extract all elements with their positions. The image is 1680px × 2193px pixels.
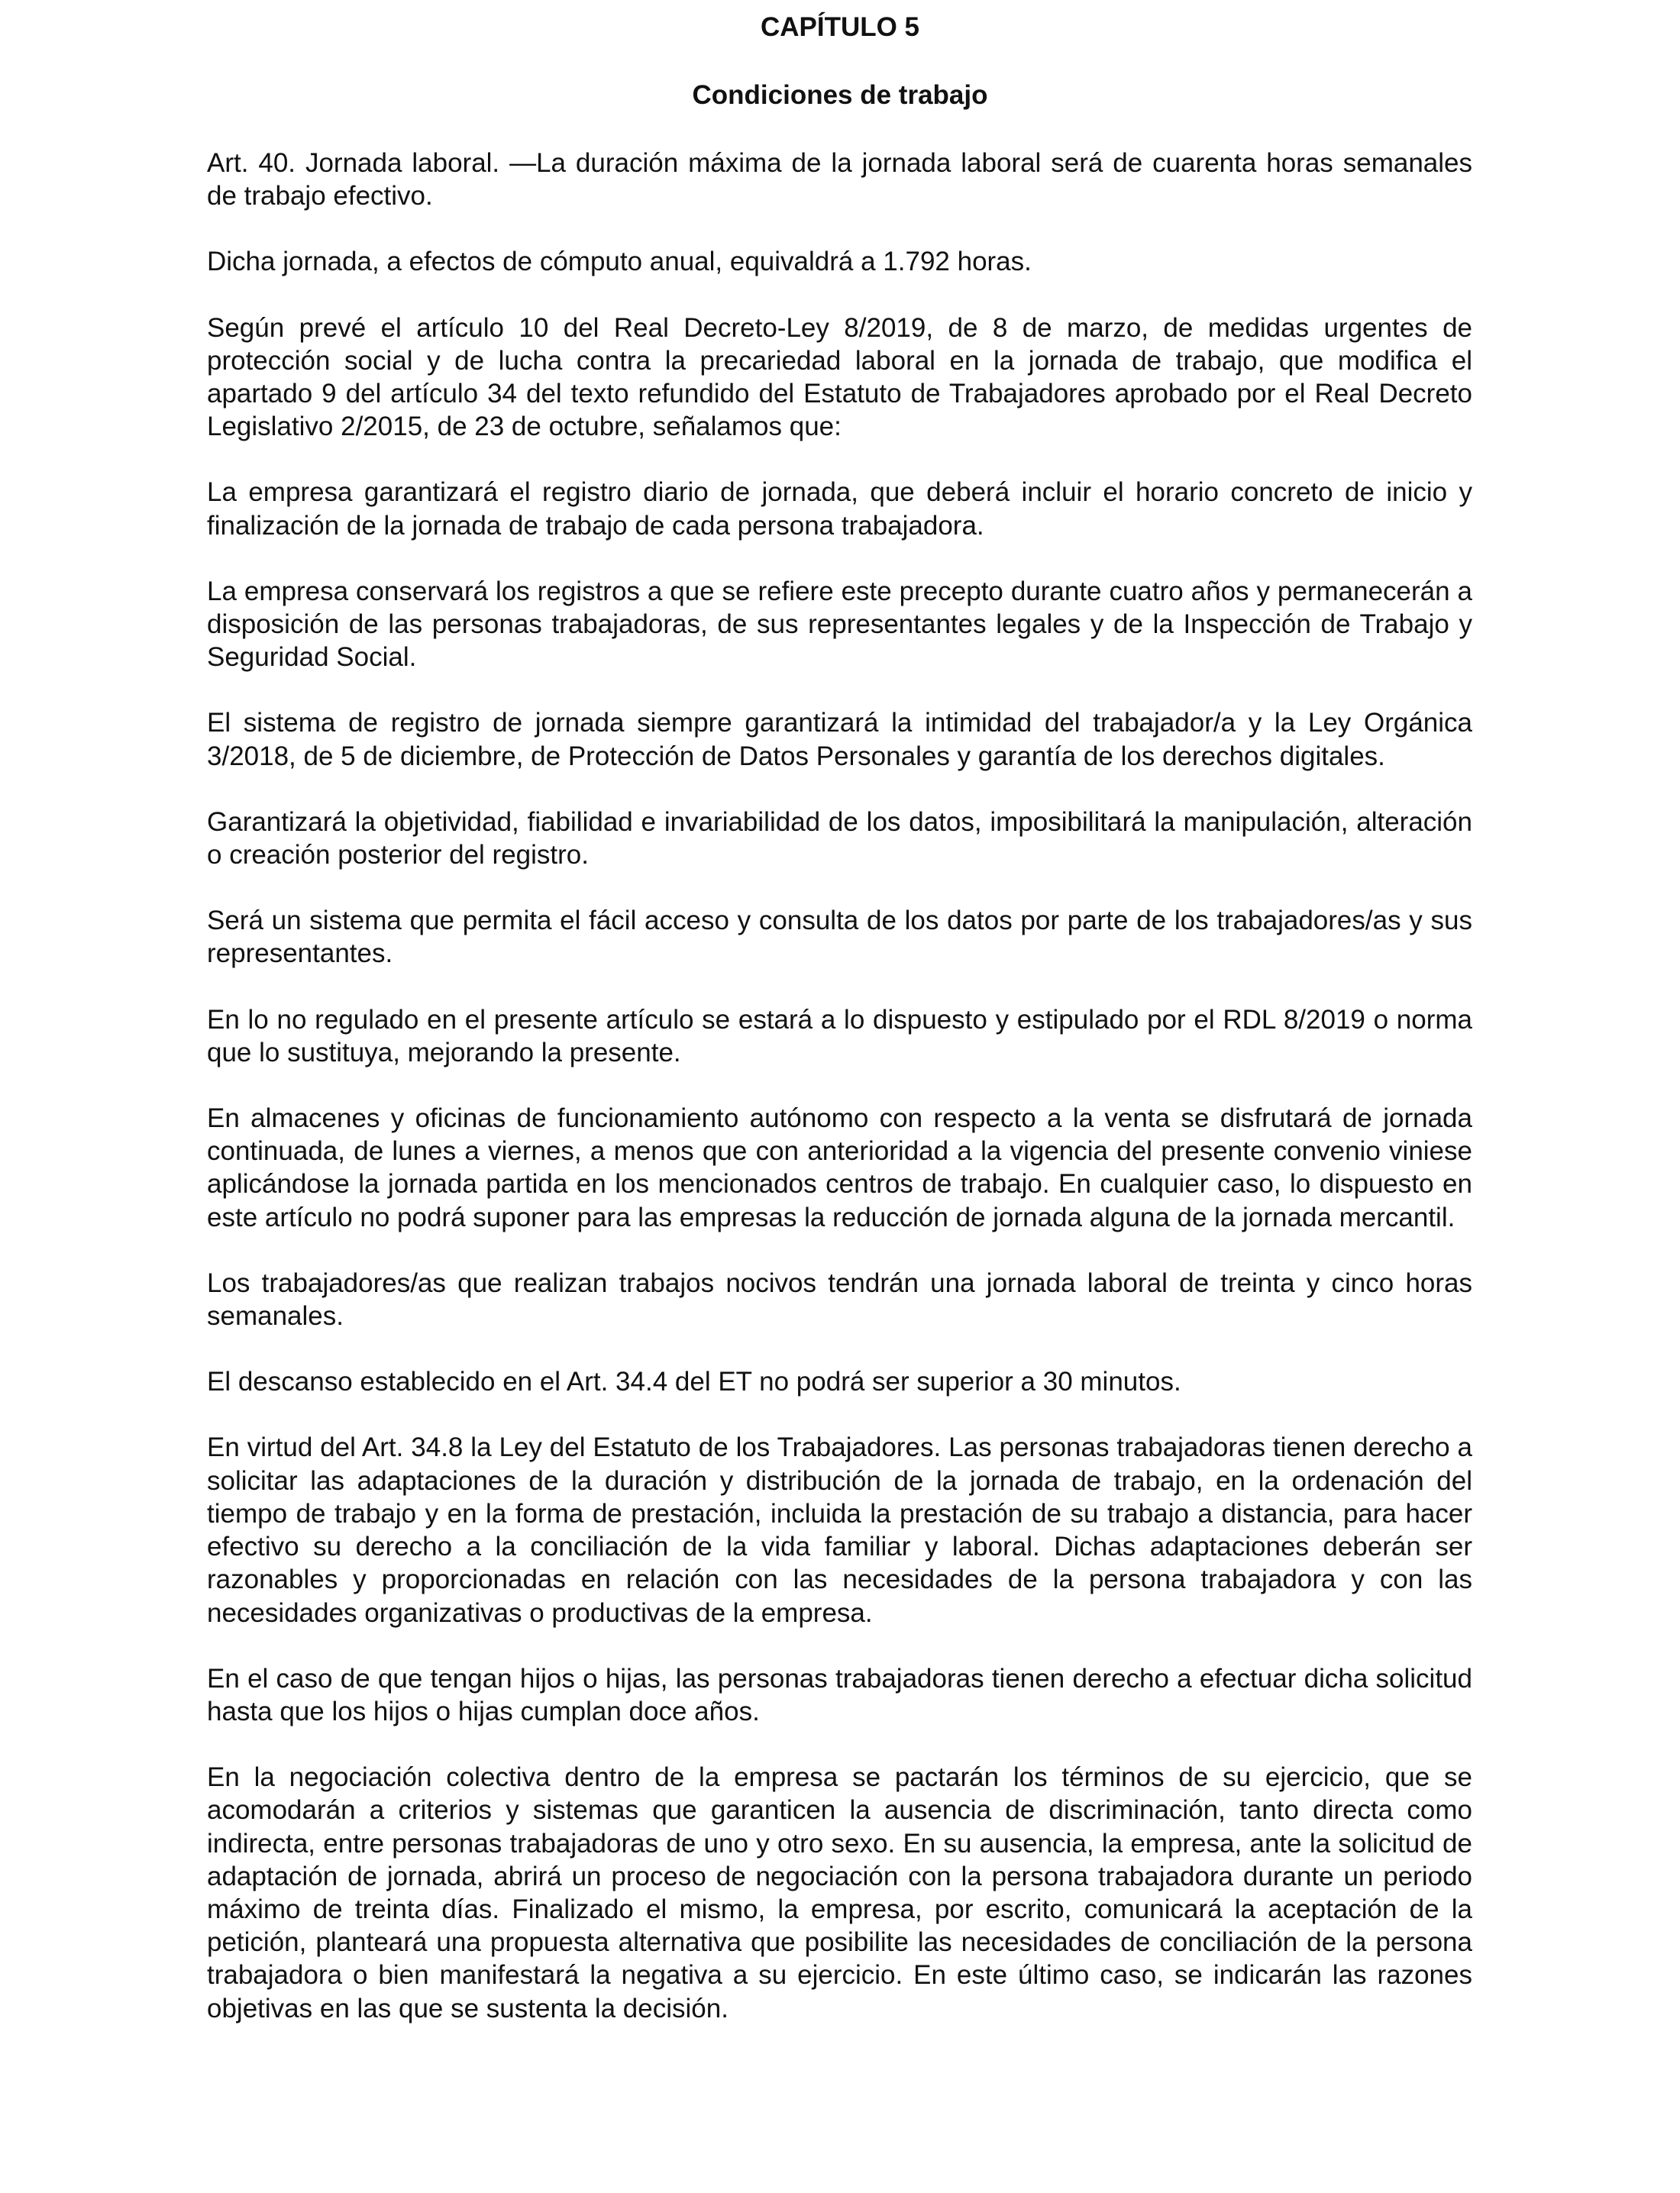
paragraph-computo-anual: Dicha jornada, a efectos de cómputo anual, equivaldrá a 1.792 horas. <box>207 247 1032 277</box>
paragraph-real-decreto: Según prevé el artículo 10 del Real Decreto-Ley 8/2019, de 8 de marzo, de medidas urgentes de protección social y de lucha contra la precariedad laboral en la jornada de trabajo, que modifica el apartado 9 del artículo 34 del texto refundido del Estatuto de Trabajadores aprobado por el Real Decreto Legislativo 2/2015, de 23 de octubre, señalamos que: <box>207 312 1472 442</box>
chapter-title: CAPÍTULO 5 <box>760 12 920 42</box>
paragraph-intimidad: El sistema de registro de jornada siempre garantizará la intimidad del trabajador/a y la Ley Orgánica 3/2018, de 5 de diciembre, de Protección de Datos Personales y garantía de los derechos digitales. <box>207 708 1472 771</box>
paragraph-hijos-hijas: En el caso de que tengan hijos o hijas, las personas trabajadoras tienen derecho a efectuar dicha solicitud hasta que los hijos o hijas cumplan doce años. <box>207 1663 1472 1726</box>
paragraph-descanso: El descanso establecido en el Art. 34.4 del ET no podrá ser superior a 30 minutos. <box>207 1367 1181 1397</box>
section-title: Condiciones de trabajo <box>692 80 988 110</box>
paragraph-no-regulado: En lo no regulado en el presente artículo se estará a lo dispuesto y estipulado por el RDL 8/2019 o norma que lo sustituya, mejorando la presente. <box>207 1004 1472 1067</box>
document-body <box>207 147 1472 2058</box>
paragraph-art-34-8: En virtud del Art. 34.8 la Ley del Estatuto de los Trabajadores. Las personas trabajadoras tienen derecho a solicitar las adaptaciones de la duración y distribución de la jornada de trabajo, en la ordenación del tiempo de trabajo y en la forma de prestación, incluida la prestación de su trabajo a distancia, para hacer efectivo su derecho a la conciliación de la vida familiar y laboral. Dichas adaptaciones deberán ser razonables y proporcionadas en relación con las necesidades de la persona trabajadora y con las necesidades organizativas o productivas de la empresa. <box>207 1432 1472 1628</box>
paragraph-negociacion-colectiva: En la negociación colectiva dentro de la empresa se pactarán los términos de su ejercicio, que se acomodarán a criterios y sistemas que garanticen la ausencia de discriminación, tanto directa como indirecta, entre personas trabajadoras de uno y otro sexo. En su ausencia, la empresa, ante la solicitud de adaptación de jornada, abrirá un proceso de negociación con la persona trabajadora durante un periodo máximo de treinta días. Finalizado el mismo, la empresa, por escrito, comunicará la aceptación de la petición, planteará una propuesta alternativa que posibilite las necesidades de conciliación de la persona trabajadora o bien manifestará la negativa a su ejercicio. En este último caso, se indicarán las razones objetivas en las que se sustenta la decisión. <box>207 1762 1472 2023</box>
paragraph-art-40-jornada: Art. 40. Jornada laboral. —La duración máxima de la jornada laboral será de cuarenta horas semanales de trabajo efectivo. <box>207 148 1472 212</box>
paragraph-objetividad: Garantizará la objetividad, fiabilidad e invariabilidad de los datos, imposibilitará la manipulación, alteración o creación posterior del registro. <box>207 806 1472 870</box>
paragraph-acceso-consulta: Será un sistema que permita el fácil acceso y consulta de los datos por parte de los trabajadores/as y sus representantes. <box>207 906 1472 969</box>
paragraph-almacenes-oficinas: En almacenes y oficinas de funcionamiento autónomo con respecto a la venta se disfrutará de jornada continuada, de lunes a viernes, a menos que con anterioridad a la vigencia del presente convenio viniese aplicándose la jornada partida en los mencionados centros de trabajo. En cualquier caso, lo dispuesto en este artículo no podrá suponer para las empresas la reducción de jornada alguna de la jornada mercantil. <box>207 1103 1472 1232</box>
paragraph-conservacion-registros: La empresa conservará los registros a que se refiere este precepto durante cuatro años y permanecerán a disposición de las personas trabajadoras, de sus representantes legales y de la Inspección de Trabajo y Seguridad Social. <box>207 576 1472 673</box>
paragraph-registro-diario: La empresa garantizará el registro diario de jornada, que deberá incluir el horario concreto de inicio y finalización de la jornada de trabajo de cada persona trabajadora. <box>207 477 1472 541</box>
paragraph-trabajos-nocivos: Los trabajadores/as que realizan trabajos nocivos tendrán una jornada laboral de treinta y cinco horas semanales. <box>207 1268 1472 1332</box>
